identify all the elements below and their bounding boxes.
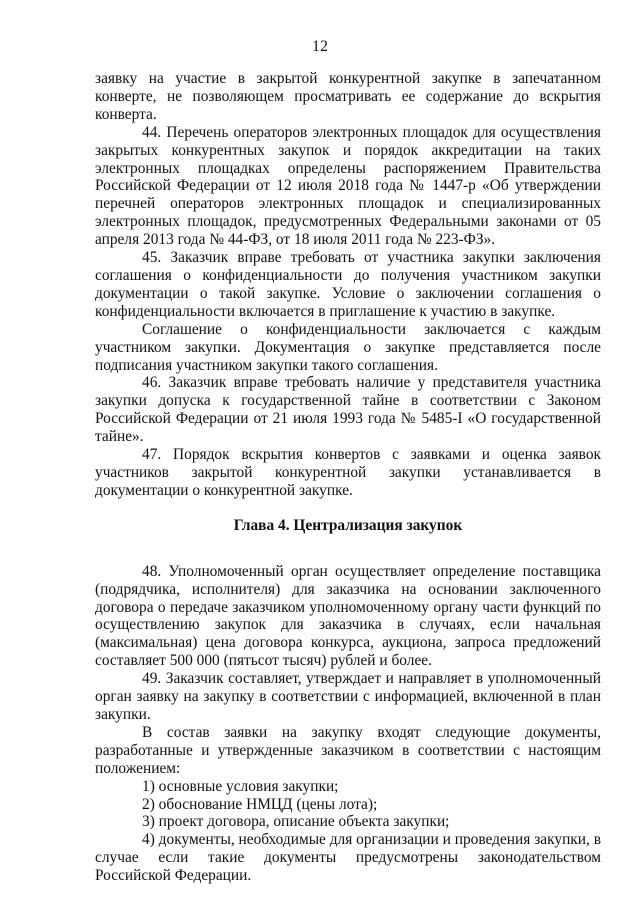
paragraph-45-confidentiality: Соглашение о конфиденциальности заключается с каждым участником закупки. Документация о закупке представляется после подписания участником закупки такого соглашения. [95, 320, 601, 374]
paragraphs-before-chapter [95, 70, 601, 500]
list-item: 3) проект договора, описание объекта закупки; [142, 813, 450, 831]
paragraph-continuation: заявку на участие в закрытой конкурентной закупке в запечатанном конверте, не позволяющем просматривать ее содержание до вскрытия конверта. [95, 70, 601, 123]
paragraph-application-contents: В состав заявки на закупку входят следующие документы, разработанные и утвержденные заказчиком в соответствии с настоящим положением: [95, 723, 601, 777]
paragraphs-after-chapter [95, 563, 601, 778]
paragraph-49: 49. Заказчик составляет, утверждает и направляет в уполномоченный орган заявку на закупку в соответствии с информацией, включенной в план закупки. [95, 670, 601, 723]
list-item: 2) обоснование НМЦД (цены лота); [142, 795, 378, 813]
paragraph-47: 47. Порядок вскрытия конвертов с заявками и оценка заявок участников закрытой конкурентной закупки устанавливается в документации о конкурентной закупке. [95, 446, 601, 499]
document-body [95, 70, 601, 885]
documents-list [95, 778, 601, 885]
paragraph-48: 48. Уполномоченный орган осуществляет определение поставщика (подрядчика, исполнителя) для заказчика на основании заключенного договора о передаче заказчиком уполномоченному органу части функций по осуществлению закупок для заказчика в случаях, если начальная (максимальная) цена договора конкурса, аукциона, запроса предложений составляет 500 000 (пятьсот тысяч) рублей и более. [95, 562, 601, 670]
paragraph-44: 44. Перечень операторов электронных площадок для осуществления закрытых конкурентных закупок и порядок аккредитации на таких электронных площадках определены распоряжением Правительства Российской Федерации от 12 июля 2018 года № 1447-р «Об утверждении перечней операторов электронных площадок и специализированных электронных площадок, предусмотренных Федеральными законами от 05 апреля 2013 года № 44-ФЗ, от 18 июля 2011 года № 223-ФЗ». [95, 123, 601, 249]
chapter-heading: Глава 4. Централизация закупок [233, 516, 463, 534]
paragraph-45: 45. Заказчик вправе требовать от участника закупки заключения соглашения о конфиденциальности до получения участником закупки документации о такой закупке. Условие о заключении соглашения о конфиденциальности включается в приглашение к участию в закупке. [95, 249, 601, 320]
list-item: 1) основные условия закупки; [142, 777, 339, 795]
list-item: 4) документы, необходимые для организации и проведения закупки, в случае если такие документы предусмотрены законодательством Российской Федерации. [95, 831, 601, 885]
page-number: 12 [312, 38, 328, 55]
paragraph-46: 46. Заказчик вправе требовать наличие у представителя участника закупки допуска к государственной тайне в соответствии с Законом Российской Федерации от 21 июля 1993 года № 5485-I «О государственной тайне». [95, 374, 601, 446]
